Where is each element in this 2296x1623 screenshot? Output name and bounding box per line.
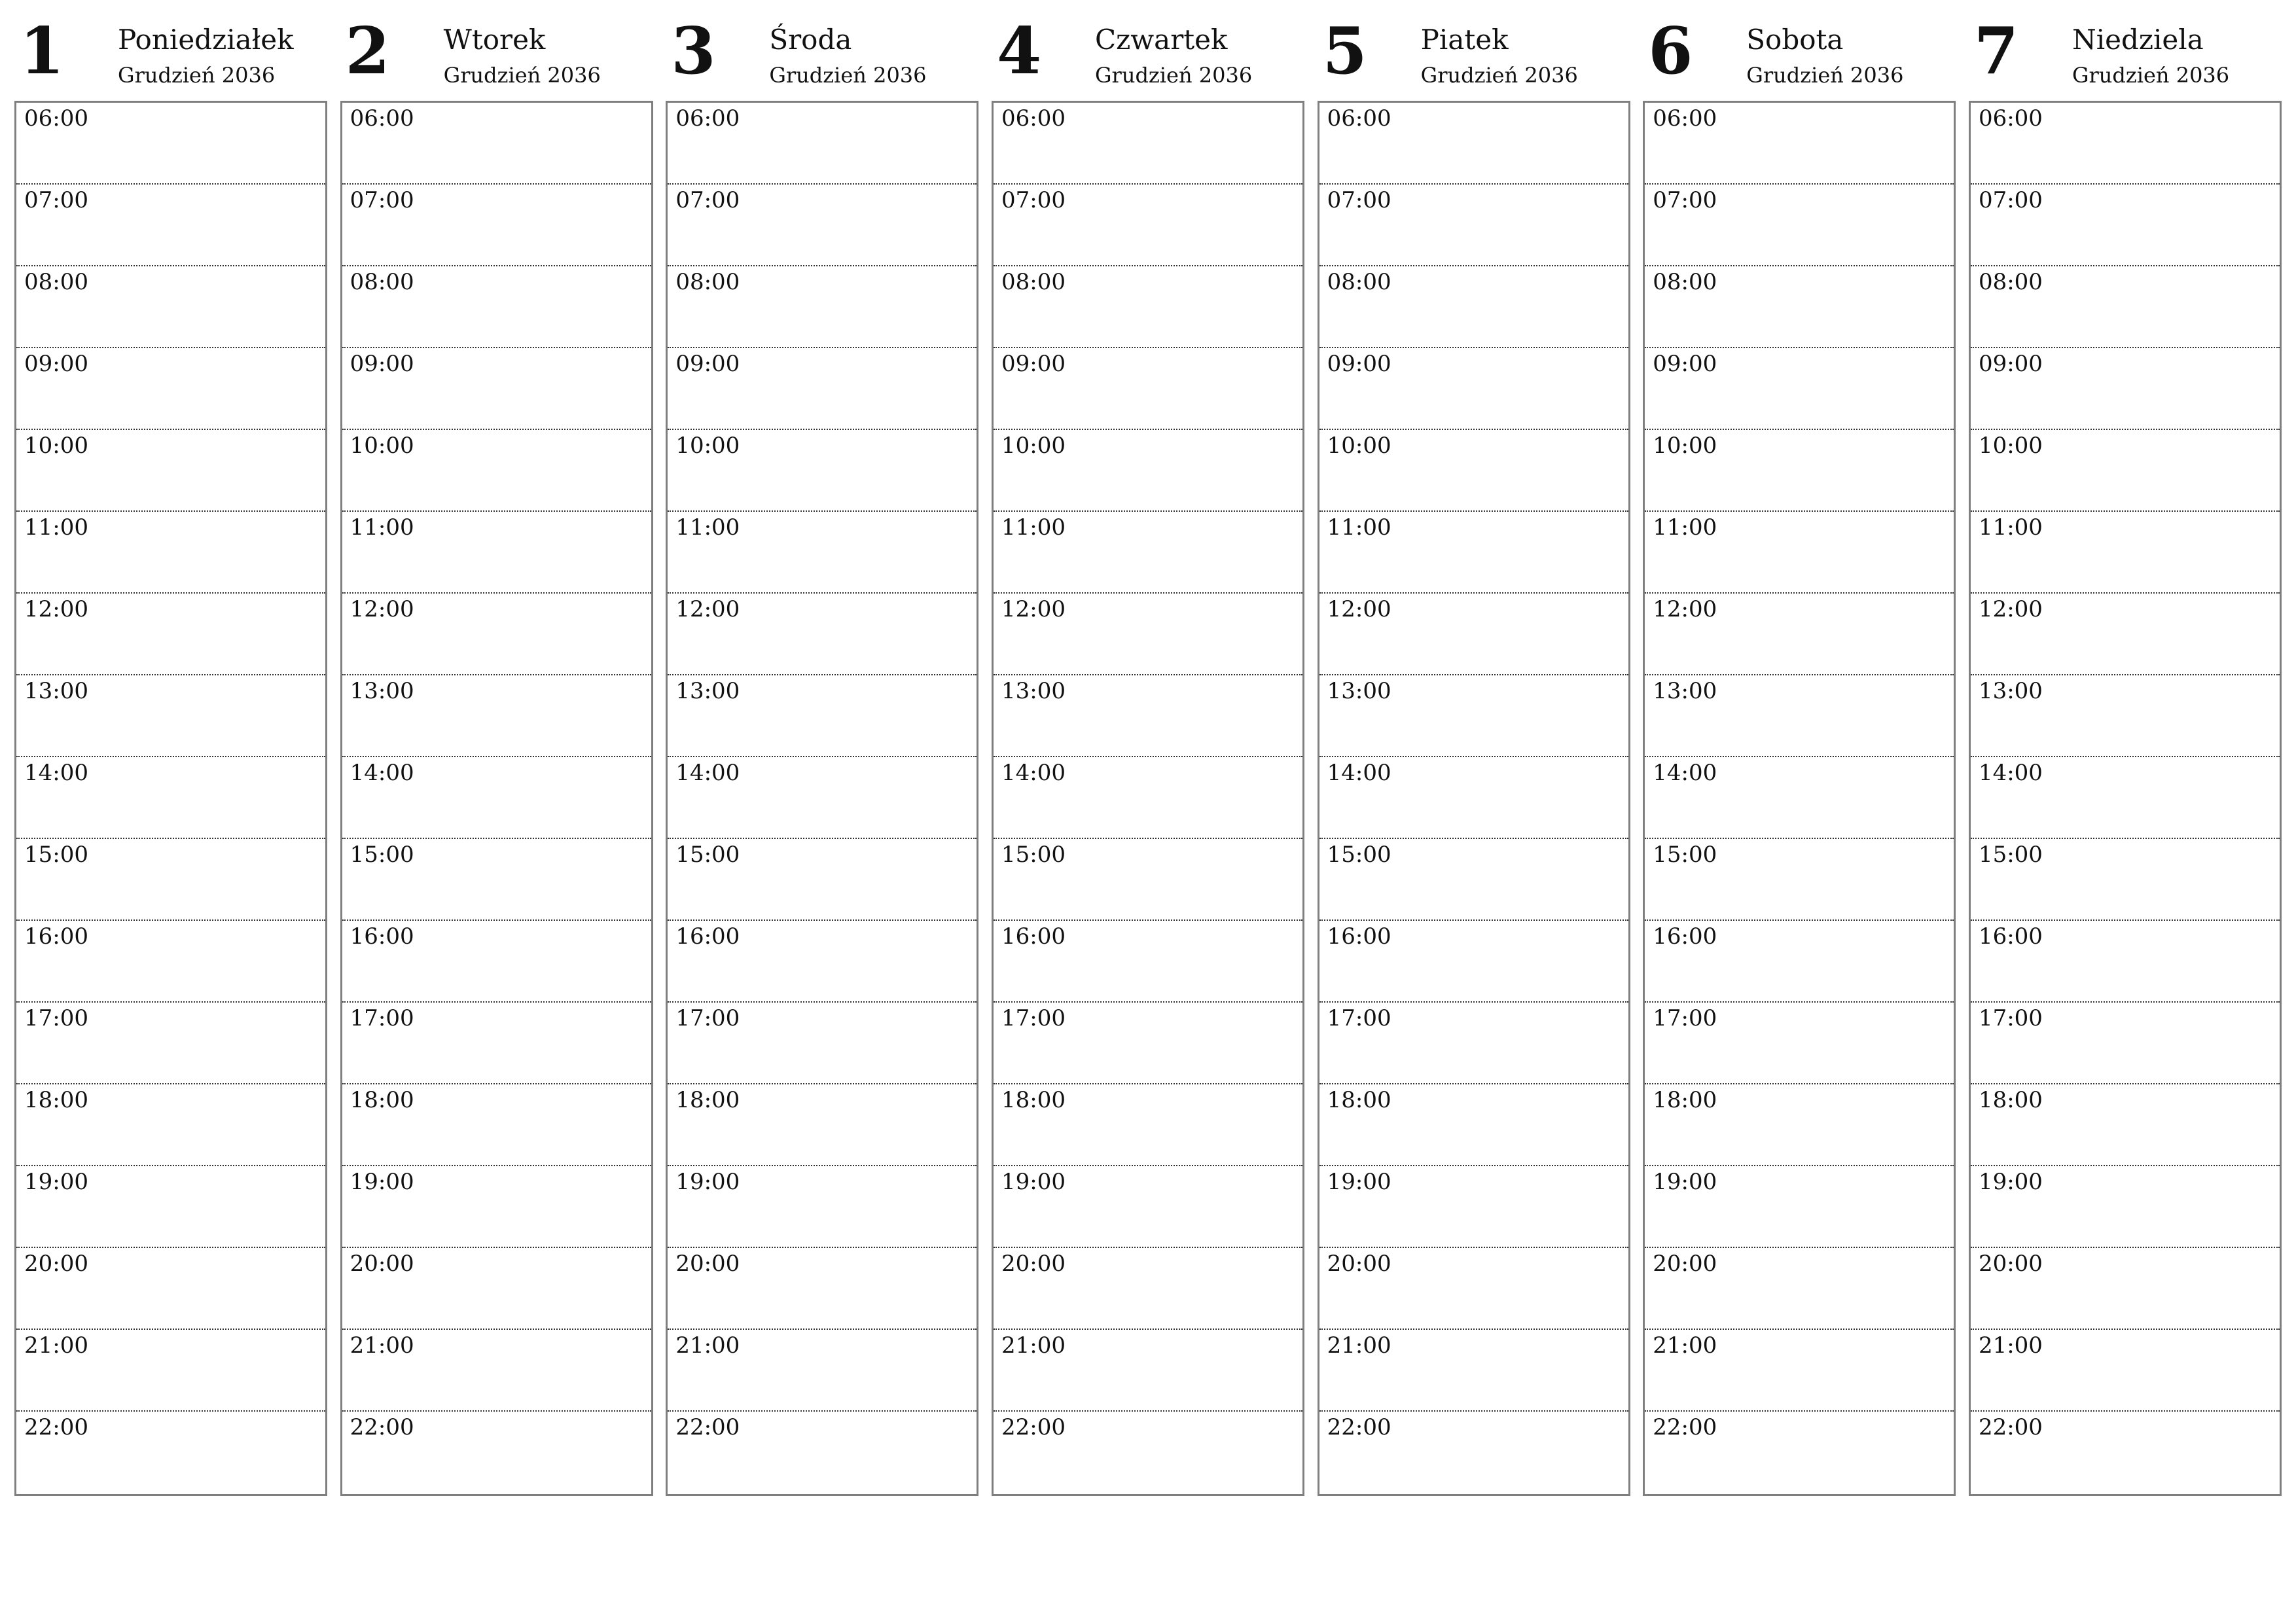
hour-label: 08:00 bbox=[24, 269, 88, 295]
hour-slot[interactable] bbox=[342, 921, 651, 1003]
hour-label: 14:00 bbox=[675, 760, 740, 786]
hour-label: 13:00 bbox=[675, 678, 740, 704]
hour-slot[interactable] bbox=[1971, 921, 2280, 1003]
hour-slot[interactable] bbox=[342, 266, 651, 348]
hour-slot[interactable] bbox=[994, 512, 1302, 594]
hour-slot[interactable] bbox=[1971, 266, 2280, 348]
hour-slot[interactable] bbox=[1971, 430, 2280, 512]
hour-slot[interactable] bbox=[1645, 594, 1954, 675]
hour-slot[interactable] bbox=[16, 921, 325, 1003]
hour-slot[interactable] bbox=[16, 1003, 325, 1084]
hour-slot[interactable] bbox=[1645, 1166, 1954, 1248]
hour-label: 19:00 bbox=[1653, 1169, 1717, 1195]
day-month: Grudzień 2036 bbox=[1094, 63, 1253, 88]
hour-label: 11:00 bbox=[1327, 514, 1391, 541]
hour-label: 14:00 bbox=[1327, 760, 1391, 786]
hour-slot[interactable] bbox=[994, 185, 1302, 266]
hour-slot[interactable] bbox=[342, 348, 651, 430]
hour-label: 20:00 bbox=[24, 1251, 88, 1277]
hour-label: 11:00 bbox=[1001, 514, 1066, 541]
hour-label: 08:00 bbox=[675, 269, 740, 295]
hour-label: 08:00 bbox=[1327, 269, 1391, 295]
hour-slot[interactable] bbox=[1645, 839, 1954, 921]
hour-label: 16:00 bbox=[24, 923, 88, 950]
hour-slot[interactable] bbox=[1319, 757, 1628, 839]
hour-label: 13:00 bbox=[24, 678, 88, 704]
day-column bbox=[1318, 14, 1630, 1496]
hour-label: 10:00 bbox=[24, 433, 88, 459]
hour-label: 07:00 bbox=[1327, 187, 1391, 213]
hour-label: 21:00 bbox=[24, 1332, 88, 1359]
hour-slot[interactable] bbox=[1319, 1003, 1628, 1084]
day-header bbox=[1643, 14, 1956, 101]
hour-slot[interactable] bbox=[1645, 103, 1954, 185]
hour-slot[interactable] bbox=[16, 594, 325, 675]
hour-label: 16:00 bbox=[1978, 923, 2043, 950]
hour-label: 20:00 bbox=[1001, 1251, 1066, 1277]
hour-label: 21:00 bbox=[350, 1332, 414, 1359]
hour-slot[interactable] bbox=[1319, 1330, 1628, 1412]
hour-slot[interactable] bbox=[1645, 1330, 1954, 1412]
hour-slot[interactable] bbox=[994, 1166, 1302, 1248]
day-month: Grudzień 2036 bbox=[1420, 63, 1578, 88]
day-number: 4 bbox=[996, 14, 1042, 89]
hour-label: 12:00 bbox=[675, 596, 740, 622]
hour-slot[interactable] bbox=[16, 103, 325, 185]
hour-label: 10:00 bbox=[1001, 433, 1066, 459]
hour-slot[interactable] bbox=[342, 512, 651, 594]
hour-slot[interactable] bbox=[1971, 1084, 2280, 1166]
hour-slot[interactable] bbox=[16, 1084, 325, 1166]
hour-label: 15:00 bbox=[675, 842, 740, 868]
hour-label: 21:00 bbox=[675, 1332, 740, 1359]
hour-slot[interactable] bbox=[16, 757, 325, 839]
hour-slot[interactable] bbox=[994, 757, 1302, 839]
hour-label: 20:00 bbox=[350, 1251, 414, 1277]
hour-label: 09:00 bbox=[1978, 351, 2043, 377]
hour-slot[interactable] bbox=[1971, 1003, 2280, 1084]
hour-slot[interactable] bbox=[994, 266, 1302, 348]
hour-slot[interactable] bbox=[668, 757, 977, 839]
hour-label: 11:00 bbox=[675, 514, 740, 541]
hour-label: 18:00 bbox=[24, 1087, 88, 1113]
hour-slot[interactable] bbox=[668, 594, 977, 675]
hour-label: 16:00 bbox=[350, 923, 414, 950]
hour-label: 17:00 bbox=[24, 1005, 88, 1031]
hour-slot[interactable] bbox=[342, 757, 651, 839]
hour-slot[interactable] bbox=[1971, 348, 2280, 430]
hour-slot[interactable] bbox=[994, 1412, 1302, 1493]
hour-slot[interactable] bbox=[342, 103, 651, 185]
hour-label: 22:00 bbox=[675, 1414, 740, 1440]
hour-slot[interactable] bbox=[994, 348, 1302, 430]
hour-label: 16:00 bbox=[1001, 923, 1066, 950]
hour-label: 19:00 bbox=[675, 1169, 740, 1195]
hour-slot[interactable] bbox=[1319, 921, 1628, 1003]
day-month: Grudzień 2036 bbox=[1746, 63, 1904, 88]
hour-label: 10:00 bbox=[1978, 433, 2043, 459]
hour-label: 09:00 bbox=[1001, 351, 1066, 377]
hour-slot[interactable] bbox=[1971, 757, 2280, 839]
hour-label: 22:00 bbox=[1327, 1414, 1391, 1440]
hour-slot[interactable] bbox=[16, 1166, 325, 1248]
hour-slot[interactable] bbox=[1319, 1412, 1628, 1493]
hour-label: 09:00 bbox=[675, 351, 740, 377]
hour-slot[interactable] bbox=[1645, 1003, 1954, 1084]
hour-slot[interactable] bbox=[16, 675, 325, 757]
hour-slot[interactable] bbox=[994, 1003, 1302, 1084]
hour-label: 19:00 bbox=[1978, 1169, 2043, 1195]
hour-label: 13:00 bbox=[1327, 678, 1391, 704]
hour-slot[interactable] bbox=[342, 1084, 651, 1166]
hour-label: 18:00 bbox=[350, 1087, 414, 1113]
hour-label: 15:00 bbox=[1327, 842, 1391, 868]
hour-slot[interactable] bbox=[668, 266, 977, 348]
hour-label: 07:00 bbox=[1978, 187, 2043, 213]
hour-slot[interactable] bbox=[994, 675, 1302, 757]
hour-slot[interactable] bbox=[16, 266, 325, 348]
hour-slot[interactable] bbox=[1319, 348, 1628, 430]
day-name: Czwartek bbox=[1094, 24, 1228, 56]
hour-slot[interactable] bbox=[16, 512, 325, 594]
hour-slot[interactable] bbox=[16, 839, 325, 921]
hour-slot[interactable] bbox=[668, 1003, 977, 1084]
hour-label: 11:00 bbox=[1978, 514, 2043, 541]
hour-slot[interactable] bbox=[994, 594, 1302, 675]
day-column bbox=[992, 14, 1304, 1496]
hour-label: 17:00 bbox=[675, 1005, 740, 1031]
hour-slot[interactable] bbox=[1971, 185, 2280, 266]
hour-label: 18:00 bbox=[1653, 1087, 1717, 1113]
hour-label: 12:00 bbox=[24, 596, 88, 622]
hour-label: 06:00 bbox=[1327, 105, 1391, 132]
hour-slot[interactable] bbox=[342, 1248, 651, 1330]
hour-slot[interactable] bbox=[1971, 1248, 2280, 1330]
hour-slot[interactable] bbox=[668, 1330, 977, 1412]
hour-label: 06:00 bbox=[24, 105, 88, 132]
hour-label: 15:00 bbox=[350, 842, 414, 868]
hour-slot[interactable] bbox=[994, 1084, 1302, 1166]
hour-slot[interactable] bbox=[1645, 1412, 1954, 1493]
day-schedule-box bbox=[340, 101, 653, 1496]
hour-slot[interactable] bbox=[1645, 675, 1954, 757]
day-header bbox=[992, 14, 1304, 101]
hour-slot[interactable] bbox=[994, 430, 1302, 512]
hour-label: 15:00 bbox=[1653, 842, 1717, 868]
day-header bbox=[1318, 14, 1630, 101]
hour-slot[interactable] bbox=[668, 185, 977, 266]
hour-label: 15:00 bbox=[24, 842, 88, 868]
hour-label: 21:00 bbox=[1327, 1332, 1391, 1359]
hour-label: 08:00 bbox=[350, 269, 414, 295]
hour-slot[interactable] bbox=[342, 1003, 651, 1084]
weekly-planner bbox=[14, 14, 2282, 1496]
hour-label: 06:00 bbox=[1653, 105, 1717, 132]
hour-slot[interactable] bbox=[668, 1166, 977, 1248]
hour-label: 09:00 bbox=[1653, 351, 1717, 377]
hour-slot[interactable] bbox=[668, 430, 977, 512]
hour-label: 16:00 bbox=[675, 923, 740, 950]
hour-label: 13:00 bbox=[1653, 678, 1717, 704]
hour-label: 15:00 bbox=[1001, 842, 1066, 868]
hour-label: 10:00 bbox=[350, 433, 414, 459]
hour-slot[interactable] bbox=[668, 348, 977, 430]
hour-slot[interactable] bbox=[1971, 1412, 2280, 1493]
hour-slot[interactable] bbox=[16, 1412, 325, 1493]
hour-label: 07:00 bbox=[24, 187, 88, 213]
hour-slot[interactable] bbox=[1971, 512, 2280, 594]
hour-slot[interactable] bbox=[342, 839, 651, 921]
hour-slot[interactable] bbox=[668, 1412, 977, 1493]
hour-label: 15:00 bbox=[1978, 842, 2043, 868]
hour-slot[interactable] bbox=[342, 185, 651, 266]
hour-label: 06:00 bbox=[675, 105, 740, 132]
hour-label: 14:00 bbox=[1653, 760, 1717, 786]
hour-label: 10:00 bbox=[1327, 433, 1391, 459]
hour-slot[interactable] bbox=[342, 1412, 651, 1493]
hour-label: 11:00 bbox=[1653, 514, 1717, 541]
hour-label: 17:00 bbox=[1001, 1005, 1066, 1031]
hour-label: 20:00 bbox=[675, 1251, 740, 1277]
hour-slot[interactable] bbox=[16, 185, 325, 266]
day-schedule-box bbox=[14, 101, 327, 1496]
day-name: Środa bbox=[769, 24, 852, 56]
hour-slot[interactable] bbox=[1645, 1084, 1954, 1166]
hour-label: 19:00 bbox=[350, 1169, 414, 1195]
hour-slot[interactable] bbox=[994, 103, 1302, 185]
hour-slot[interactable] bbox=[342, 1330, 651, 1412]
day-number: 2 bbox=[345, 14, 390, 89]
hour-slot[interactable] bbox=[342, 1166, 651, 1248]
hour-label: 18:00 bbox=[1327, 1087, 1391, 1113]
hour-slot[interactable] bbox=[1971, 1166, 2280, 1248]
hour-label: 07:00 bbox=[675, 187, 740, 213]
day-number: 3 bbox=[671, 14, 716, 89]
day-month: Grudzień 2036 bbox=[769, 63, 927, 88]
day-number: 6 bbox=[1648, 14, 1693, 89]
hour-label: 09:00 bbox=[350, 351, 414, 377]
hour-label: 17:00 bbox=[1327, 1005, 1391, 1031]
hour-label: 07:00 bbox=[1001, 187, 1066, 213]
hour-slot[interactable] bbox=[1319, 1084, 1628, 1166]
hour-slot[interactable] bbox=[994, 1248, 1302, 1330]
day-schedule-box bbox=[1643, 101, 1956, 1496]
hour-slot[interactable] bbox=[994, 839, 1302, 921]
hour-label: 19:00 bbox=[1001, 1169, 1066, 1195]
hour-slot[interactable] bbox=[16, 1248, 325, 1330]
day-name: Poniedziałek bbox=[118, 24, 294, 56]
hour-label: 12:00 bbox=[1001, 596, 1066, 622]
hour-slot[interactable] bbox=[1971, 594, 2280, 675]
hour-slot[interactable] bbox=[342, 675, 651, 757]
hour-slot[interactable] bbox=[1971, 1330, 2280, 1412]
hour-label: 18:00 bbox=[675, 1087, 740, 1113]
hour-slot[interactable] bbox=[1319, 839, 1628, 921]
hour-label: 22:00 bbox=[1653, 1414, 1717, 1440]
day-schedule-box bbox=[1318, 101, 1630, 1496]
hour-label: 21:00 bbox=[1653, 1332, 1717, 1359]
hour-label: 17:00 bbox=[1978, 1005, 2043, 1031]
hour-slot[interactable] bbox=[1319, 1166, 1628, 1248]
hour-slot[interactable] bbox=[342, 430, 651, 512]
hour-label: 14:00 bbox=[24, 760, 88, 786]
day-month: Grudzień 2036 bbox=[443, 63, 601, 88]
hour-slot[interactable] bbox=[1319, 675, 1628, 757]
hour-label: 12:00 bbox=[1653, 596, 1717, 622]
day-column bbox=[14, 14, 327, 1496]
hour-label: 09:00 bbox=[1327, 351, 1391, 377]
hour-label: 12:00 bbox=[350, 596, 414, 622]
hour-slot[interactable] bbox=[668, 512, 977, 594]
day-header bbox=[1969, 14, 2282, 101]
hour-label: 07:00 bbox=[1653, 187, 1717, 213]
hour-label: 18:00 bbox=[1978, 1087, 2043, 1113]
day-schedule-box bbox=[1969, 101, 2282, 1496]
hour-label: 09:00 bbox=[24, 351, 88, 377]
hour-label: 22:00 bbox=[1001, 1414, 1066, 1440]
day-month: Grudzień 2036 bbox=[118, 63, 276, 88]
hour-slot[interactable] bbox=[1645, 266, 1954, 348]
day-name: Piatek bbox=[1420, 24, 1509, 56]
hour-slot[interactable] bbox=[1645, 757, 1954, 839]
hour-slot[interactable] bbox=[1645, 348, 1954, 430]
hour-label: 17:00 bbox=[350, 1005, 414, 1031]
hour-slot[interactable] bbox=[1645, 430, 1954, 512]
hour-label: 21:00 bbox=[1978, 1332, 2043, 1359]
day-name: Wtorek bbox=[443, 24, 546, 56]
day-column bbox=[1643, 14, 1956, 1496]
hour-slot[interactable] bbox=[1645, 921, 1954, 1003]
day-name: Niedziela bbox=[2072, 24, 2204, 56]
hour-label: 14:00 bbox=[350, 760, 414, 786]
hour-slot[interactable] bbox=[668, 675, 977, 757]
day-header bbox=[14, 14, 327, 101]
hour-slot[interactable] bbox=[16, 1330, 325, 1412]
hour-slot[interactable] bbox=[1319, 512, 1628, 594]
hour-slot[interactable] bbox=[668, 1248, 977, 1330]
hour-slot[interactable] bbox=[16, 348, 325, 430]
day-month: Grudzień 2036 bbox=[2072, 63, 2230, 88]
day-header bbox=[340, 14, 653, 101]
hour-slot[interactable] bbox=[994, 1330, 1302, 1412]
day-column bbox=[340, 14, 653, 1496]
hour-slot[interactable] bbox=[1645, 185, 1954, 266]
hour-slot[interactable] bbox=[1971, 839, 2280, 921]
hour-label: 10:00 bbox=[675, 433, 740, 459]
hour-label: 22:00 bbox=[350, 1414, 414, 1440]
hour-label: 19:00 bbox=[24, 1169, 88, 1195]
hour-slot[interactable] bbox=[668, 921, 977, 1003]
day-number: 5 bbox=[1322, 14, 1367, 89]
hour-label: 08:00 bbox=[1001, 269, 1066, 295]
hour-slot[interactable] bbox=[1645, 512, 1954, 594]
day-header bbox=[666, 14, 978, 101]
hour-slot[interactable] bbox=[1319, 1248, 1628, 1330]
hour-label: 13:00 bbox=[350, 678, 414, 704]
hour-slot[interactable] bbox=[342, 594, 651, 675]
day-name: Sobota bbox=[1746, 24, 1844, 56]
hour-label: 11:00 bbox=[350, 514, 414, 541]
hour-label: 21:00 bbox=[1001, 1332, 1066, 1359]
hour-slot[interactable] bbox=[994, 921, 1302, 1003]
hour-label: 14:00 bbox=[1978, 760, 2043, 786]
hour-slot[interactable] bbox=[668, 1084, 977, 1166]
day-column bbox=[666, 14, 978, 1496]
day-schedule-box bbox=[666, 101, 978, 1496]
hour-label: 22:00 bbox=[24, 1414, 88, 1440]
hour-label: 16:00 bbox=[1653, 923, 1717, 950]
hour-label: 07:00 bbox=[350, 187, 414, 213]
hour-slot[interactable] bbox=[1319, 430, 1628, 512]
hour-label: 06:00 bbox=[1001, 105, 1066, 132]
hour-slot[interactable] bbox=[1319, 185, 1628, 266]
hour-slot[interactable] bbox=[1645, 1248, 1954, 1330]
hour-label: 13:00 bbox=[1001, 678, 1066, 704]
hour-label: 12:00 bbox=[1327, 596, 1391, 622]
hour-slot[interactable] bbox=[1971, 103, 2280, 185]
hour-label: 12:00 bbox=[1978, 596, 2043, 622]
hour-label: 22:00 bbox=[1978, 1414, 2043, 1440]
hour-label: 18:00 bbox=[1001, 1087, 1066, 1113]
hour-label: 06:00 bbox=[1978, 105, 2043, 132]
hour-slot[interactable] bbox=[668, 103, 977, 185]
hour-label: 17:00 bbox=[1653, 1005, 1717, 1031]
hour-slot[interactable] bbox=[1319, 266, 1628, 348]
hour-label: 08:00 bbox=[1653, 269, 1717, 295]
hour-label: 08:00 bbox=[1978, 269, 2043, 295]
hour-label: 20:00 bbox=[1978, 1251, 2043, 1277]
hour-label: 14:00 bbox=[1001, 760, 1066, 786]
hour-label: 16:00 bbox=[1327, 923, 1391, 950]
hour-slot[interactable] bbox=[1971, 675, 2280, 757]
hour-slot[interactable] bbox=[1319, 594, 1628, 675]
hour-slot[interactable] bbox=[1319, 103, 1628, 185]
day-column bbox=[1969, 14, 2282, 1496]
hour-label: 11:00 bbox=[24, 514, 88, 541]
hour-label: 13:00 bbox=[1978, 678, 2043, 704]
day-number: 1 bbox=[20, 14, 65, 89]
day-schedule-box bbox=[992, 101, 1304, 1496]
day-number: 7 bbox=[1973, 14, 2019, 89]
hour-label: 06:00 bbox=[350, 105, 414, 132]
hour-label: 20:00 bbox=[1653, 1251, 1717, 1277]
hour-label: 10:00 bbox=[1653, 433, 1717, 459]
hour-label: 20:00 bbox=[1327, 1251, 1391, 1277]
hour-slot[interactable] bbox=[668, 839, 977, 921]
hour-slot[interactable] bbox=[16, 430, 325, 512]
hour-label: 19:00 bbox=[1327, 1169, 1391, 1195]
